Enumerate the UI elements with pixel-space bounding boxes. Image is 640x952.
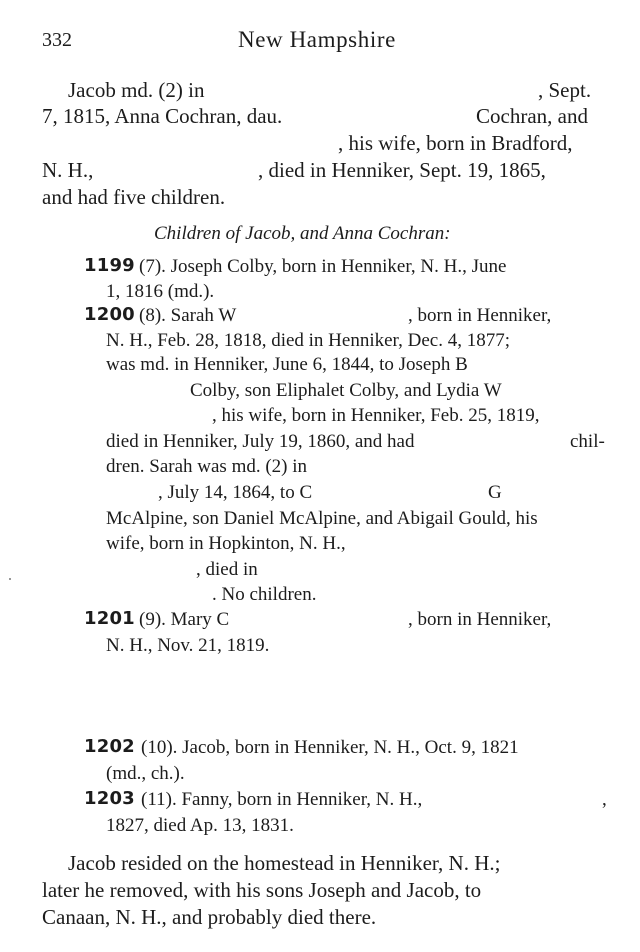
entry-number: 1201 (84, 608, 135, 629)
intro-line: , his wife, born in Bradford, (338, 131, 573, 155)
entry-line: (11). Fanny, born in Henniker, N. H., (141, 789, 423, 810)
entry-line: (7). Joseph Colby, born in Henniker, N. H., June (139, 256, 507, 277)
children-heading: Children of Jacob, and Anna Cochran: (154, 223, 451, 244)
entry-line: N. H., Nov. 21, 1819. (106, 635, 270, 656)
entry-line: , born in Henniker, (408, 305, 552, 326)
entry-line: (md., ch.). (106, 763, 185, 784)
closing-line: Canaan, N. H., and probably died there. (42, 905, 377, 929)
entry-line: (10). Jacob, born in Henniker, N. H., Oct. 9, 1821 (141, 737, 519, 758)
entry-line: (9). Mary C (139, 609, 230, 630)
entry-line: was md. in Henniker, June 6, 1844, to Joseph B (106, 354, 468, 375)
scan-speck (9, 578, 11, 580)
entry-line: 1827, died Ap. 13, 1831. (106, 815, 294, 836)
entry-line: dren. Sarah was md. (2) in (106, 456, 308, 477)
entry-line: G (488, 482, 502, 503)
intro-line: , died in Henniker, Sept. 19, 1865, (258, 158, 546, 182)
intro-line: 7, 1815, Anna Cochran, dau. (42, 104, 283, 128)
entry-line: , (602, 789, 607, 810)
entry-line: chil- (570, 431, 605, 452)
entry-line: . No children. (212, 584, 317, 605)
entry-line: (8). Sarah W (139, 305, 237, 326)
entry-number: 1200 (84, 304, 135, 325)
intro-line: and had five children. (42, 185, 226, 209)
intro-line: , Sept. (538, 78, 592, 102)
entry-number: 1203 (84, 788, 135, 809)
entry-line: died in Henniker, July 19, 1860, and had (106, 431, 415, 452)
entry-line: , died in (196, 559, 258, 580)
intro-line: Cochran, and (476, 104, 588, 128)
entry-line: , his wife, born in Henniker, Feb. 25, 1819, (212, 405, 540, 426)
entry-number: 1199 (84, 255, 135, 276)
entry-line: Colby, son Eliphalet Colby, and Lydia W (190, 380, 502, 401)
entry-line: wife, born in Hopkinton, N. H., (106, 533, 346, 554)
entry-number: 1202 (84, 736, 135, 757)
closing-line: Jacob resided on the homestead in Henniker, N. H.; (68, 851, 501, 875)
entry-line: , born in Henniker, (408, 609, 552, 630)
entry-line: 1, 1816 (md.). (106, 281, 215, 302)
intro-line: N. H., (42, 158, 94, 182)
entry-line: N. H., Feb. 28, 1818, died in Henniker, Dec. 4, 1877; (106, 330, 510, 351)
running-title: New Hampshire (238, 27, 396, 52)
entry-line: McAlpine, son Daniel McAlpine, and Abigail Gould, his (106, 508, 538, 529)
entry-line: , July 14, 1864, to C (158, 482, 313, 503)
page-number: 332 (42, 29, 72, 51)
intro-line: Jacob md. (2) in (68, 78, 205, 102)
closing-line: later he removed, with his sons Joseph and Jacob, to (42, 878, 482, 902)
